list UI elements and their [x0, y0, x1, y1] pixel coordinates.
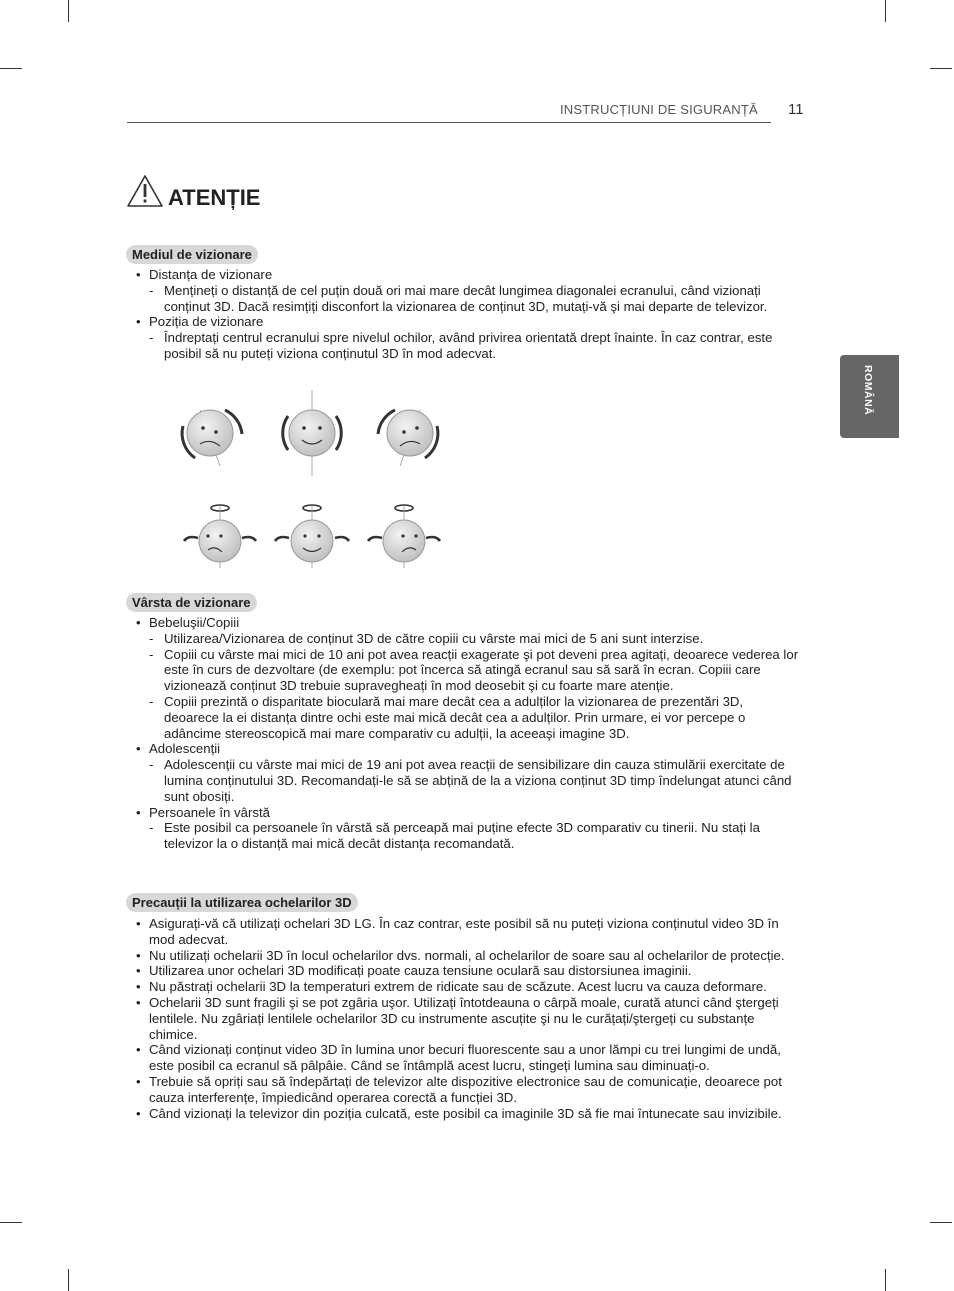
- sad-face-tilt-left: [182, 410, 242, 466]
- crop-mark: [68, 1269, 69, 1291]
- happy-face-upright: [283, 390, 342, 476]
- list-item: • Când vizionați conținut video 3D în lumina unor becuri fluorescente sau a unor lămpi cu trei lungimi de undă, este posibil ca ecranul să pâlpâie. Când se întâmplă acest lucru, stingeți lumina sau diminuați-o.: [136, 1042, 801, 1074]
- language-tab-label: ROMÂNĂ: [862, 365, 874, 416]
- list-item: • Adolescenții: [136, 741, 801, 757]
- page-number: 11: [788, 101, 804, 118]
- list-item: • Trebuie să opriți sau să îndepărtați de televizor alte dispozitive electronice sau de comunicație, deoarece pot cauza interferențe, împiedicând operarea corectă a funcției 3D.: [136, 1074, 801, 1106]
- sub-item: - Copiii prezintă o disparitate bioculară mai mare decât cea a adulților la vizionarea de prezentări 3D, deoarece la ei distanța dintre ochi este mai mică decât cea a adulților. Prin urmare, ei vor percepe o adâncime stereoscopică mai mare comparativ cu adulții, la aceeaşi imagine 3D.: [136, 694, 801, 741]
- sad-face-turn-left: [184, 505, 256, 568]
- page-title: ATENȚIE: [168, 185, 261, 210]
- sad-face-turn-right: [368, 505, 440, 568]
- list-item: • Ochelarii 3D sunt fragili şi se pot zgâria uşor. Utilizați întotdeauna o cârpă moale, curată atunci când ştergeți lentilele. Nu zgâriați lentilele ochelarilor 3D cu instrumente ascuțite şi nu le curățați/ştergeți cu substanțe chimice.: [136, 995, 801, 1042]
- list-item: • Nu păstrați ochelarii 3D la temperaturi extrem de ridicate sau de scăzute. Acest lucru va cauza deformare.: [136, 979, 801, 995]
- list-item: • Distanța de vizionare: [136, 267, 801, 283]
- running-header: INSTRUCȚIUNI DE SIGURANȚĂ: [560, 102, 758, 117]
- list-item: • Utilizarea unor ochelari 3D modificați poate cauza tensiune oculară sau distorsiunea imaginii.: [136, 963, 801, 979]
- list-item: • Nu utilizați ochelarii 3D în locul ochelarilor dvs. normali, al ochelarilor de soare sau al ochelarilor de protecție.: [136, 948, 801, 964]
- header-rule: [127, 122, 771, 123]
- crop-mark: [885, 0, 886, 22]
- list-item: • Când vizionați la televizor din poziția culcată, este posibil ca imaginile 3D să fie mai întunecate sau invizibile.: [136, 1106, 801, 1122]
- section-body-viewing-age: [136, 615, 801, 852]
- viewing-position-illustration: [170, 388, 460, 581]
- section-label-3d-glasses: Precauții la utilizarea ochelarilor 3D: [126, 893, 358, 912]
- list-item: • Poziția de vizionare: [136, 314, 801, 330]
- sub-item: - Utilizarea/Vizionarea de conținut 3D de către copiii cu vârste mai mici de 5 ani sunt interzise.: [136, 631, 801, 647]
- crop-mark: [0, 68, 22, 69]
- section-label-viewing-environment: Mediul de vizionare: [126, 245, 258, 264]
- warning-triangle-icon: [126, 174, 164, 211]
- sub-item: - Adolescenții cu vârste mai mici de 19 ani pot avea reacții de sensibilizare din cauza stimulării exercitate de lumina conținutului 3D. Recomandați-le să se abțină de la a viziona conținut 3D timp îndelungat atunci când sunt obosiți.: [136, 757, 801, 804]
- crop-mark: [0, 1222, 22, 1223]
- section-label-viewing-age: Vârsta de vizionare: [126, 593, 257, 612]
- sub-item: - Îndreptați centrul ecranului spre nivelul ochilor, având privirea orientată drept înainte. În caz contrar, este posibil să nu puteți viziona conținutul 3D în mod adecvat.: [136, 330, 801, 362]
- crop-mark: [68, 0, 69, 22]
- sad-face-tilt-right: [378, 410, 438, 466]
- section-body-3d-glasses: [136, 916, 801, 1121]
- section-body-viewing-environment: [136, 267, 801, 362]
- list-item: • Asigurați-vă că utilizați ochelari 3D LG. În caz contrar, este posibil să nu puteți viziona conținutul video 3D în mod adecvat.: [136, 916, 801, 948]
- crop-mark: [930, 1222, 952, 1223]
- list-item: • Bebeluşii/Copiii: [136, 615, 801, 631]
- list-item: • Persoanele în vârstă: [136, 805, 801, 821]
- sub-item: - Mențineți o distanță de cel puțin două ori mai mare decât lungimea diagonalei ecranului, când vizionați conținut 3D. Dacă resimțiți disconfort la vizionarea de conținut 3D, mutați-vă şi mai departe de televizor.: [136, 283, 801, 315]
- language-tab: [840, 355, 899, 438]
- sub-item: - Copiii cu vârste mai mici de 10 ani pot avea reacții exagerate şi pot deveni prea agitați, deoarece vederea lor este în curs de dezvoltare (de exemplu: pot încerca să atingă ecranul sau să sară în ecran. Copiii care vizionează conținut 3D trebuie supravegheați în mod deosebit şi cu foarte mare atenție.: [136, 647, 801, 694]
- crop-mark: [930, 68, 952, 69]
- crop-mark: [885, 1269, 886, 1291]
- sub-item: - Este posibil ca persoanele în vârstă să perceapă mai puține efecte 3D comparativ cu tinerii. Nu stați la televizor la o distanță mai mică decât distanța recomandată.: [136, 820, 801, 852]
- happy-face-front: [275, 505, 349, 568]
